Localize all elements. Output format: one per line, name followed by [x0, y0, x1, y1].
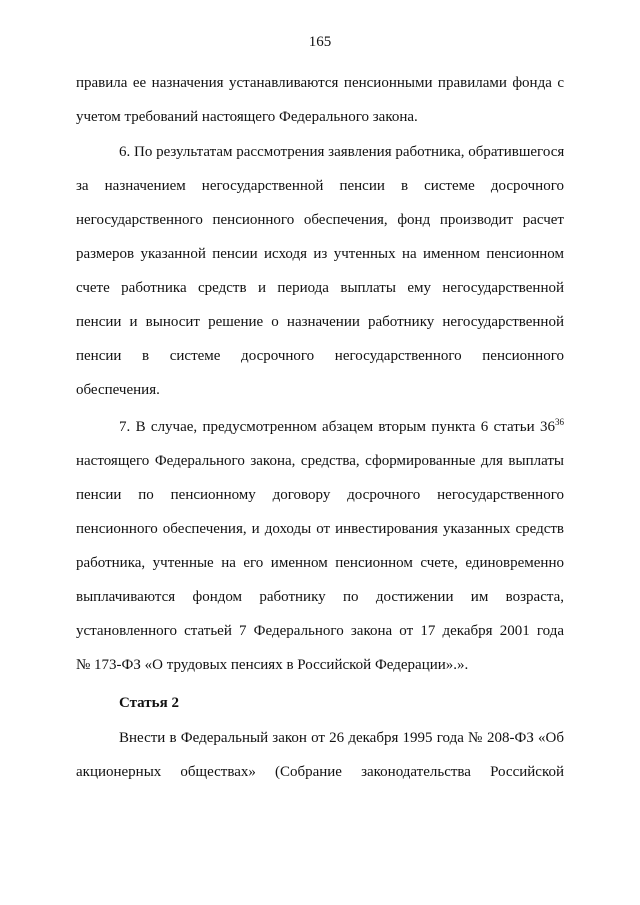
text-line: [76, 686, 564, 720]
text-line: [76, 546, 564, 580]
text-line: [76, 237, 564, 271]
line-text: пенсии в системе досрочного негосударственного пенсионного: [76, 348, 564, 364]
text-line: [76, 580, 564, 614]
text-line: [76, 203, 564, 237]
text-line: [76, 305, 564, 339]
line-text: учетом требований настоящего Федерального закона.: [76, 109, 418, 125]
text-line: [76, 721, 564, 755]
line-text: работника, учтенные на его именном пенсионном счете, единовременно: [76, 555, 564, 571]
text-line: [76, 512, 564, 546]
line-text: пенсионного обеспечения, и доходы от инвестирования указанных средств: [76, 521, 564, 537]
line-text: счете работника средств и периода выплаты ему негосударственной: [76, 280, 564, 296]
text-line: [76, 755, 564, 789]
line-text: 7. В случае, предусмотренном абзацем вторым пункта 6 статьи 36: [119, 419, 555, 435]
text-line: [76, 339, 564, 373]
line-text: акционерных обществах» (Собрание законодательства Российской: [76, 764, 564, 780]
text-line: [76, 444, 564, 478]
text-line: [76, 169, 564, 203]
line-text: установленного статьей 7 Федерального закона от 17 декабря 2001 года: [76, 623, 564, 639]
text-line: [76, 135, 564, 169]
line-text: выплачиваются фондом работнику по достижении им возраста,: [76, 589, 564, 605]
article-heading: [76, 686, 564, 720]
line-text: 6. По результатам рассмотрения заявления работника, обратившегося: [119, 144, 565, 160]
line-text: настоящего Федерального закона, средства, сформированные для выплаты: [76, 453, 564, 469]
line-text: за назначением негосударственной пенсии в системе досрочного: [76, 178, 564, 194]
line-text: пенсии и выносит решение о назначении работнику негосударственной: [76, 314, 564, 330]
line-text: обеспечения.: [76, 382, 160, 398]
text-line: [76, 648, 564, 682]
line-text: Внести в Федеральный закон от 26 декабря 1995 года № 208-ФЗ «Об: [119, 730, 564, 746]
text-line: [76, 271, 564, 305]
text-line: [76, 100, 564, 134]
paragraph: [76, 135, 564, 407]
line-text: № 173-ФЗ «О трудовых пенсиях в Российской Федерации».».: [76, 657, 469, 673]
line-text: пенсии по пенсионному договору досрочного негосударственного: [76, 487, 564, 503]
text-line: [76, 614, 564, 648]
line-text: негосударственного пенсионного обеспечения, фонд производит расчет: [76, 212, 564, 228]
line-text: правила ее назначения устанавливаются пенсионными правилами фонда с: [76, 75, 564, 91]
superscript: 36: [555, 417, 564, 427]
line-text: Статья 2: [119, 695, 179, 711]
text-line: [76, 478, 564, 512]
text-line: [76, 66, 564, 100]
paragraph: [76, 410, 564, 682]
page-number: 165: [308, 34, 332, 50]
line-text: размеров указанной пенсии исходя из учтенных на именном пенсионном: [76, 246, 564, 262]
paragraph: [76, 721, 564, 789]
text-line: [76, 410, 564, 444]
paragraph: [76, 66, 564, 134]
text-line: [76, 373, 564, 407]
